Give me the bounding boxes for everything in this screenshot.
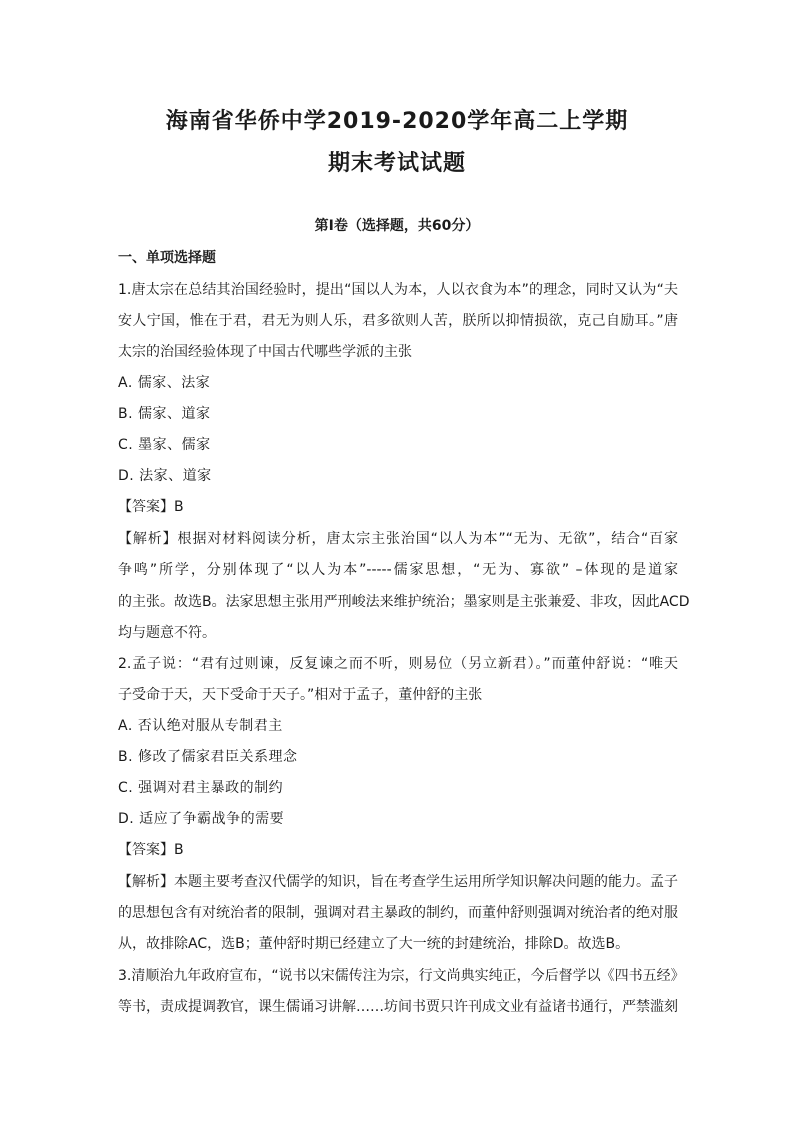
q2-analysis-line: 【解析】本题主要考查汉代儒学的知识，旨在考查学生运用所学知识解决问题的能力。孟子 [118, 874, 678, 890]
part-heading: 第Ⅰ卷（选择题，共60分） [314, 218, 480, 234]
q1-stem-line: 1.唐太宗在总结其治国经验时，提出“国以人为本，人以衣食为本”的理念，同时又认为“夫 [118, 282, 678, 298]
q2-analysis-line: 从，故排除AC，选B；董仲舒时期已经建立了大一统的封建统治，排除D。故选B。 [118, 936, 630, 952]
q1-option-c: C. 墨家、儒家 [118, 437, 211, 453]
q3-stem-line: 3.清顺治九年政府宣布，“说书以宋儒传注为宗，行文尚典实纯正，今后督学以《四书五经》 [118, 968, 685, 984]
q1-option-b: B. 儒家、道家 [118, 406, 211, 422]
q2-stem-line: 子受命于天，天下受命于天子。”相对于孟子，董仲舒的主张 [118, 687, 483, 703]
section-heading: 一、单项选择题 [118, 250, 216, 266]
q1-option-d: D. 法家、道家 [118, 468, 212, 484]
q1-analysis-line: 争鸣”所学，分别体现了“以人为本”-----儒家思想，“无为、寡欲” –体现的是道家 [118, 562, 678, 578]
q1-analysis-line: 【解析】根据对材料阅读分析，唐太宗主张治国“以人为本”“无为、无欲”，结合“百家 [118, 531, 678, 547]
q1-analysis-line: 的主张。故选B。法家思想主张用严刑峻法来维护统治；墨家则是主张兼爱、非攻，因此ACD [118, 594, 690, 610]
q1-option-a: A. 儒家、法家 [118, 375, 211, 391]
q2-answer: 【答案】B [118, 842, 184, 858]
q2-option-a: A. 否认绝对服从专制君主 [118, 718, 283, 734]
q2-analysis-line: 的思想包含有对统治者的限制，强调对君主暴政的制约，而董仲舒则强调对统治者的绝对服 [118, 905, 678, 921]
exam-title-line1: 海南省华侨中学2019-2020学年高二上学期 [165, 109, 629, 134]
exam-title-line2: 期末考试试题 [327, 151, 466, 176]
q1-stem-line: 太宗的治国经验体现了中国古代哪些学派的主张 [118, 344, 412, 360]
q1-stem-line: 安人宁国，惟在于君，君无为则人乐，君多欲则人苦，朕所以抑情损欲，克己自励耳。”唐 [118, 313, 678, 329]
q1-analysis-line: 均与题意不符。 [118, 625, 216, 641]
q2-option-c: C. 强调对君主暴政的制约 [118, 780, 284, 796]
q2-option-d: D. 适应了争霸战争的需要 [118, 811, 285, 827]
q3-stem-line: 等书，责成提调教官，课生儒诵习讲解……坊间书贾只许刊成文业有益诸书通行，严禁滥刻 [118, 999, 678, 1015]
q1-answer: 【答案】B [118, 499, 184, 515]
q2-stem-line: 2.孟子说：“君有过则谏，反复谏之而不听，则易位（另立新君）。”而董仲舒说：“唯天 [118, 656, 678, 672]
q2-option-b: B. 修改了儒家君臣关系理念 [118, 749, 298, 765]
